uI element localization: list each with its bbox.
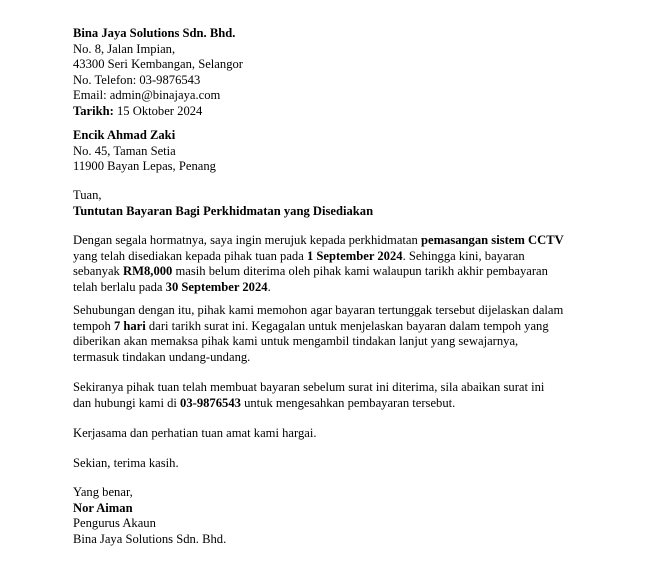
signer-name: Nor Aiman [73, 500, 133, 515]
due-date: 30 September 2024 [165, 279, 268, 294]
signer-company: Bina Jaya Solutions Sdn. Bhd. [73, 531, 227, 546]
salutation-block [73, 188, 593, 219]
para1-text-f: telah berlalu pada [73, 279, 166, 294]
appreciation-text: Kerjasama dan perhatian tuan amat kami hargai. [73, 426, 317, 440]
recipient-address-line1: No. 45, Taman Setia [73, 143, 176, 158]
para1-text-c: . Sehingga kini, bayaran [402, 248, 525, 263]
sender-email: Email: admin@binajaya.com [73, 88, 221, 102]
payment-period: 7 hari [113, 318, 146, 333]
paragraph-3 [73, 380, 593, 411]
recipient-address-line2: 11900 Bayan Lepas, Penang [73, 159, 216, 173]
para2-line3: diberikan akan memaksa pihak kami untuk mengambil tindakan lanjut yang sewajarnya, [73, 334, 519, 348]
service-date: 1 September 2024 [306, 248, 403, 263]
para1-line2 [73, 249, 593, 265]
para2-line2 [73, 319, 593, 335]
recipient-block [73, 128, 593, 175]
signer-title: Pengurus Akaun [73, 516, 156, 530]
signoff-greeting: Yang benar, [73, 485, 133, 499]
service-name: pemasangan sistem CCTV [420, 233, 564, 247]
closing-block [73, 456, 593, 472]
para2-text-a: tempoh [73, 318, 114, 333]
contact-number: 03-9876543 [180, 395, 241, 410]
date-value: 15 Oktober 2024 [113, 103, 203, 118]
para1-text-d: sebanyak [73, 264, 124, 278]
para3-text-b: untuk mengesahkan pembayaran tersebut. [240, 395, 456, 410]
para2-line4: termasuk tindakan undang-undang. [73, 349, 251, 364]
letter-date [73, 104, 593, 120]
para1-line1 [73, 233, 593, 249]
para1-text-a: Dengan segala hormatnya, saya ingin merujuk kepada perkhidmatan [73, 233, 421, 247]
para3-text-a: dan hubungi kami di [73, 395, 181, 410]
date-label: Tarikh: [73, 103, 114, 118]
para2-line1: Sehubungan dengan itu, pihak kami memohon agar bayaran tertunggak tersebut dijelaskan dalam [73, 303, 564, 317]
para1-line4 [73, 280, 593, 296]
amount-due: RM8,000 [123, 264, 173, 278]
para3-line2 [73, 396, 593, 412]
recipient-name: Encik Ahmad Zaki [73, 128, 176, 142]
para1-text-g: . [267, 279, 271, 294]
para3-line1: Sekiranya pihak tuan telah membuat bayaran sebelum surat ini diterima, sila abaikan surat ini [73, 380, 545, 394]
para1-line3 [73, 264, 593, 280]
para1-text-e: masih belum diterima oleh pihak kami walaupun tarikh akhir pembayaran [172, 264, 548, 278]
para1-text-b: yang telah disediakan kepada pihak tuan pada [73, 248, 307, 263]
sender-address-line2: 43300 Seri Kembangan, Selangor [73, 57, 243, 71]
sender-company: Bina Jaya Solutions Sdn. Bhd. [73, 26, 236, 40]
closing-text: Sekian, terima kasih. [73, 456, 179, 470]
paragraph-1 [73, 233, 593, 295]
sender-phone: No. Telefon: 03-9876543 [73, 72, 201, 87]
para2-text-b: dari tarikh surat ini. Kegagalan untuk menjelaskan bayaran dalam tempoh yang [145, 318, 549, 333]
signature-block [73, 485, 593, 547]
subject-line: Tuntutan Bayaran Bagi Perkhidmatan yang Disediakan [73, 203, 374, 218]
paragraph-4 [73, 426, 593, 442]
sender-block [73, 26, 593, 119]
paragraph-2 [73, 303, 593, 365]
salutation: Tuan, [73, 188, 102, 202]
sender-address-line1: No. 8, Jalan Impian, [73, 41, 176, 56]
